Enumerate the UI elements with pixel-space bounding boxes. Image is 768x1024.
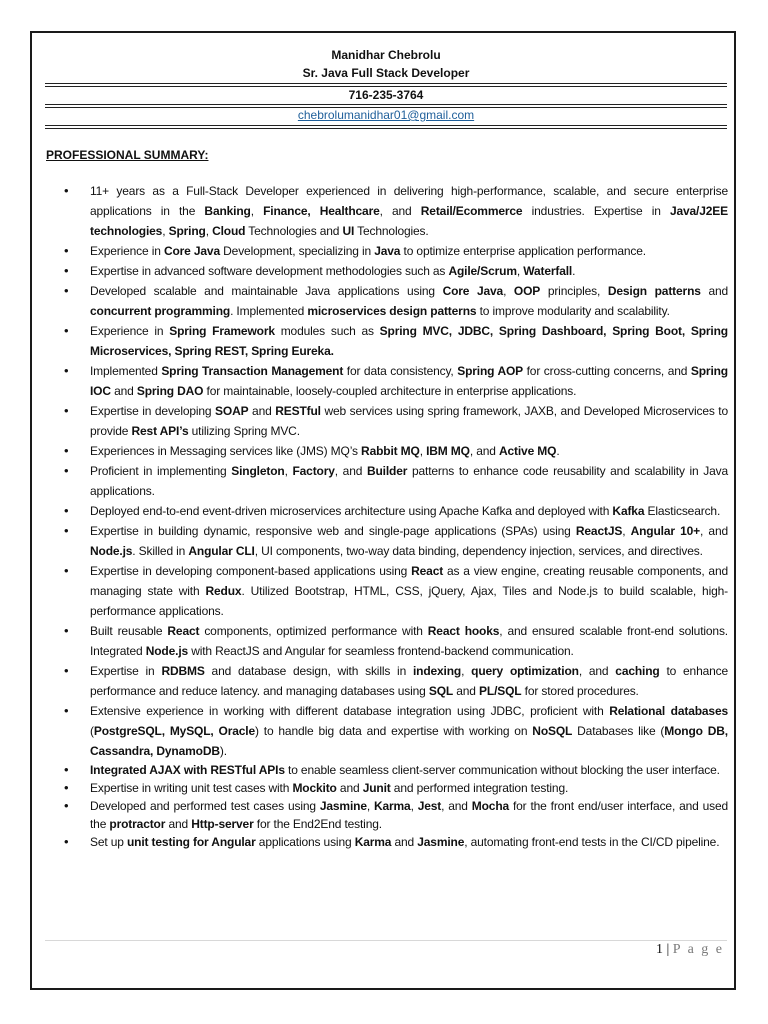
- section-heading-colon: :: [204, 148, 209, 162]
- bold-keyword: Jest: [417, 799, 442, 813]
- summary-bullet: [60, 461, 728, 501]
- bullet-text: to optimize enterprise application performance.: [400, 244, 646, 258]
- bullet-text: Elasticsearch.: [644, 504, 721, 518]
- bullet-text: principles,: [540, 284, 608, 298]
- header-rule: [45, 125, 727, 126]
- bold-keyword: Java/J2EE technologies: [90, 204, 728, 238]
- bullet-text: industries. Expertise in: [522, 204, 670, 218]
- bold-keyword: query optimization: [471, 664, 579, 678]
- bold-keyword: Spring Transaction Management: [161, 364, 344, 378]
- summary-bullet: [60, 797, 728, 833]
- page-separator: |: [662, 942, 673, 957]
- bullet-text: ,: [162, 224, 169, 238]
- page-number: 1: [655, 942, 663, 957]
- bullet-text: and database design, with skills in: [204, 664, 413, 678]
- bold-keyword: SOAP: [215, 404, 249, 418]
- bullet-text: , and: [379, 204, 421, 218]
- bullet-text: applications using: [255, 835, 355, 849]
- bullet-text: , and: [469, 444, 499, 458]
- summary-bullet: [60, 621, 728, 661]
- bold-keyword: ReactJS: [575, 524, 623, 538]
- bullet-text: and: [700, 284, 729, 298]
- bullet-text: Expertise in developing: [90, 404, 216, 418]
- bullet-text: Technologies.: [354, 224, 429, 238]
- bold-keyword: RDBMS: [161, 664, 205, 678]
- bullet-text: , and: [578, 664, 616, 678]
- bold-keyword: Rest API’s: [131, 424, 189, 438]
- bold-keyword: React: [411, 564, 444, 578]
- bold-keyword: Kafka: [612, 504, 645, 518]
- bold-keyword: Mockito: [292, 781, 337, 795]
- bold-keyword: Jasmine: [319, 799, 367, 813]
- bullet-text: as a view engine, creating reusable components, and managing state with: [90, 564, 729, 598]
- section-heading-text: PROFESSIONAL SUMMARY: [46, 148, 205, 162]
- bold-keyword: IBM MQ: [426, 444, 470, 458]
- bold-keyword: Core Java: [442, 284, 504, 298]
- bullet-text: and: [165, 817, 192, 831]
- bullet-text: Expertise in advanced software development methodologies such as: [90, 264, 449, 278]
- bullet-text: . Implemented: [230, 304, 308, 318]
- bold-keyword: Karma: [373, 799, 411, 813]
- bold-keyword: Active MQ: [498, 444, 557, 458]
- bullet-text: patterns to enhance code reusability and scalability in Java applications.: [90, 464, 728, 498]
- bullet-text: ,: [503, 284, 514, 298]
- bullet-text: . Skilled in: [132, 544, 189, 558]
- bold-keyword: microservices design patterns: [307, 304, 477, 318]
- bullet-text: Technologies and: [245, 224, 343, 238]
- bold-keyword: Rabbit MQ: [361, 444, 420, 458]
- bullet-text: to enhance performance and reduce latency. and managing databases using: [90, 664, 729, 698]
- bullet-text: Experiences in Messaging services like (JMS) MQ’s: [90, 444, 362, 458]
- bold-keyword: indexing: [412, 664, 462, 678]
- bullet-text: and: [248, 404, 276, 418]
- bullet-text: for cross-cutting concerns, and: [523, 364, 691, 378]
- bold-keyword: unit testing for Angular: [126, 835, 256, 849]
- bold-keyword: concurrent programming: [90, 304, 231, 318]
- bullet-text: Developed and performed test cases using: [90, 799, 320, 813]
- summary-bullet: [60, 261, 728, 281]
- bold-keyword: Jasmine: [417, 835, 465, 849]
- bullet-text: Experience in: [90, 324, 170, 338]
- bullet-text: and: [110, 384, 137, 398]
- bullet-text: (: [90, 724, 94, 738]
- bold-keyword: Java: [374, 244, 401, 258]
- page-label: P a g e: [672, 942, 724, 957]
- bold-keyword: Cloud: [212, 224, 246, 238]
- bullet-text: , and: [441, 799, 472, 813]
- bold-keyword: Singleton: [231, 464, 285, 478]
- bullet-text: and: [336, 781, 363, 795]
- summary-bullet: [60, 401, 728, 441]
- phone-number: 716-235-3764: [348, 88, 424, 102]
- bullet-text: for the End2End testing.: [253, 817, 382, 831]
- bold-keyword: Builder: [366, 464, 408, 478]
- bold-keyword: Retail/Ecommerce: [420, 204, 523, 218]
- summary-bullet: [60, 281, 728, 321]
- bold-keyword: RESTful: [275, 404, 321, 418]
- bold-keyword: React: [167, 624, 200, 638]
- bold-keyword: Redux: [205, 584, 242, 598]
- bullet-text: .: [556, 444, 560, 458]
- footer-rule: [45, 940, 727, 941]
- summary-bullet: [60, 361, 728, 401]
- bold-keyword: Banking: [204, 204, 251, 218]
- summary-bullet: [60, 561, 728, 621]
- bold-keyword: Design patterns: [607, 284, 701, 298]
- summary-bullet: [60, 441, 728, 461]
- bullet-text: ,: [284, 464, 293, 478]
- bold-keyword: Junit: [362, 781, 391, 795]
- bold-keyword: NoSQL: [532, 724, 573, 738]
- bullet-text: for maintainable, loosely-coupled architecture in enterprise applications.: [203, 384, 577, 398]
- page-footer: [656, 942, 724, 958]
- bullet-text: Databases like (: [572, 724, 665, 738]
- bullet-text: for the front end/user interface, and used the: [90, 799, 729, 831]
- bullet-text: Deployed end-to-end event-driven microservices architecture using Apache Kafka and deployed with: [90, 504, 613, 518]
- bold-keyword: Karma: [354, 835, 392, 849]
- bullet-text: Expertise in developing component-based applications using: [90, 564, 412, 578]
- bullet-text: modules such as: [274, 324, 380, 338]
- bullet-text: Implemented: [90, 364, 162, 378]
- summary-bullet: [60, 761, 728, 779]
- bold-keyword: Agile/Scrum: [448, 264, 517, 278]
- bullet-text: Built reusable: [90, 624, 168, 638]
- summary-bullet: [60, 321, 728, 361]
- bullet-text: ,: [250, 204, 264, 218]
- bold-keyword: Node.js: [145, 644, 189, 658]
- bullet-text: for stored procedures.: [521, 684, 639, 698]
- bold-keyword: Factory: [292, 464, 335, 478]
- header-rule: [45, 128, 727, 129]
- bullet-text: Expertise in: [90, 664, 162, 678]
- bullet-text: Set up: [90, 835, 127, 849]
- bold-keyword: Spring MVC, JDBC, Spring Dashboard, Spring Boot, Spring Microservices, Spring REST, Spring Eureka.: [90, 324, 728, 358]
- bold-keyword: Core Java: [163, 244, 220, 258]
- bullet-text: . Utilized Bootstrap, HTML, CSS, jQuery, Ajax, Tiles and Node.js to build scalable, high-performance applications.: [90, 584, 728, 618]
- bold-keyword: Spring: [168, 224, 206, 238]
- bullet-text: Expertise in building dynamic, responsive web and single-page applications (SPAs) using: [90, 524, 576, 538]
- bullet-text: Experience in: [90, 244, 164, 258]
- bold-keyword: Spring IOC: [90, 364, 728, 398]
- bold-keyword: SQL: [428, 684, 454, 698]
- summary-bullet: [60, 501, 728, 521]
- bold-keyword: Spring AOP: [457, 364, 524, 378]
- bullet-text: ,: [410, 799, 418, 813]
- summary-list: [60, 181, 728, 851]
- bullet-text: components, optimized performance with: [199, 624, 428, 638]
- bold-keyword: caching: [615, 664, 660, 678]
- bullet-text: ) to handle big data and expertise with working on: [254, 724, 533, 738]
- bold-keyword: Mongo DB, Cassandra, DynamoDB: [90, 724, 728, 758]
- bullet-text: with ReactJS and Angular for seamless frontend-backend communication.: [188, 644, 574, 658]
- bold-keyword: React hooks: [427, 624, 500, 638]
- bullet-text: and performed integration testing.: [390, 781, 569, 795]
- summary-bullet: [60, 521, 728, 561]
- bullet-text: Proficient in implementing: [90, 464, 232, 478]
- summary-bullet: [60, 779, 728, 797]
- bold-keyword: Waterfall: [523, 264, 573, 278]
- bold-keyword: PL/SQL: [479, 684, 522, 698]
- summary-bullet: [60, 181, 728, 241]
- header-rule: [45, 83, 727, 84]
- email-row: [45, 108, 727, 123]
- bold-keyword: Angular CLI: [188, 544, 255, 558]
- bullet-text: Extensive experience in working with different database integration using JDBC, proficient with: [90, 704, 610, 718]
- bullet-text: ,: [419, 444, 427, 458]
- bullet-text: ,: [516, 264, 524, 278]
- bullet-text: Development, specializing in: [219, 244, 375, 258]
- bullet-text: 11+ years as a Full-Stack Developer experienced in delivering high-performance, scalable, and secure enterprise applications in the: [90, 184, 728, 218]
- section-heading: [46, 148, 208, 162]
- email-link[interactable]: chebrolumanidhar01@gmail.com: [297, 108, 475, 122]
- bold-keyword: Mocha: [471, 799, 510, 813]
- summary-bullet: [60, 661, 728, 701]
- bold-keyword: protractor: [109, 817, 166, 831]
- bold-keyword: Node.js: [90, 544, 133, 558]
- summary-bullet: [60, 241, 728, 261]
- bullet-text: ,: [366, 799, 374, 813]
- bullet-text: , automating front-end tests in the CI/CD pipeline.: [464, 835, 720, 849]
- bullet-text: to enable seamless client-server communication without blocking the user interface.: [284, 763, 720, 777]
- bullet-text: Expertise in writing unit test cases with: [90, 781, 293, 795]
- bullet-text: and: [453, 684, 480, 698]
- bullet-text: ,: [205, 224, 213, 238]
- bold-keyword: PostgreSQL, MySQL, Oracle: [93, 724, 255, 738]
- header-rule: [45, 86, 727, 87]
- bullet-text: ,: [461, 664, 472, 678]
- candidate-title: Sr. Java Full Stack Developer: [302, 66, 470, 80]
- bullet-text: , and: [334, 464, 367, 478]
- bullet-text: and: [391, 835, 418, 849]
- bold-keyword: OOP: [513, 284, 541, 298]
- bullet-text: , and ensured scalable front-end solutions. Integrated: [90, 624, 728, 658]
- summary-bullet: [60, 701, 728, 761]
- candidate-name: Manidhar Chebrolu: [331, 48, 441, 62]
- bullet-text: .: [572, 264, 576, 278]
- bullet-text: utilizing Spring MVC.: [188, 424, 300, 438]
- bold-keyword: Angular 10+: [630, 524, 701, 538]
- bold-keyword: Spring Framework: [169, 324, 275, 338]
- bullet-text: web services using spring framework, JAXB, and Developed Microservices to provide: [90, 404, 729, 438]
- bullet-text: ,: [622, 524, 631, 538]
- bold-keyword: Spring DAO: [136, 384, 204, 398]
- bullet-text: for data consistency,: [343, 364, 458, 378]
- bold-keyword: UI: [342, 224, 355, 238]
- bold-keyword: Http-server: [191, 817, 254, 831]
- bullet-text: to improve modularity and scalability.: [476, 304, 670, 318]
- bullet-text: , UI components, two-way data binding, dependency injection, services, and directives.: [254, 544, 703, 558]
- bold-keyword: Finance, Healthcare: [263, 204, 380, 218]
- bullet-text: Developed scalable and maintainable Java applications using: [90, 284, 443, 298]
- bullet-text: , and: [700, 524, 729, 538]
- bold-keyword: Relational databases: [609, 704, 728, 718]
- bold-keyword: Integrated AJAX with RESTful APIs: [90, 763, 285, 777]
- bullet-text: ).: [219, 744, 227, 758]
- summary-bullet: [60, 833, 728, 851]
- header-rule: [45, 104, 727, 105]
